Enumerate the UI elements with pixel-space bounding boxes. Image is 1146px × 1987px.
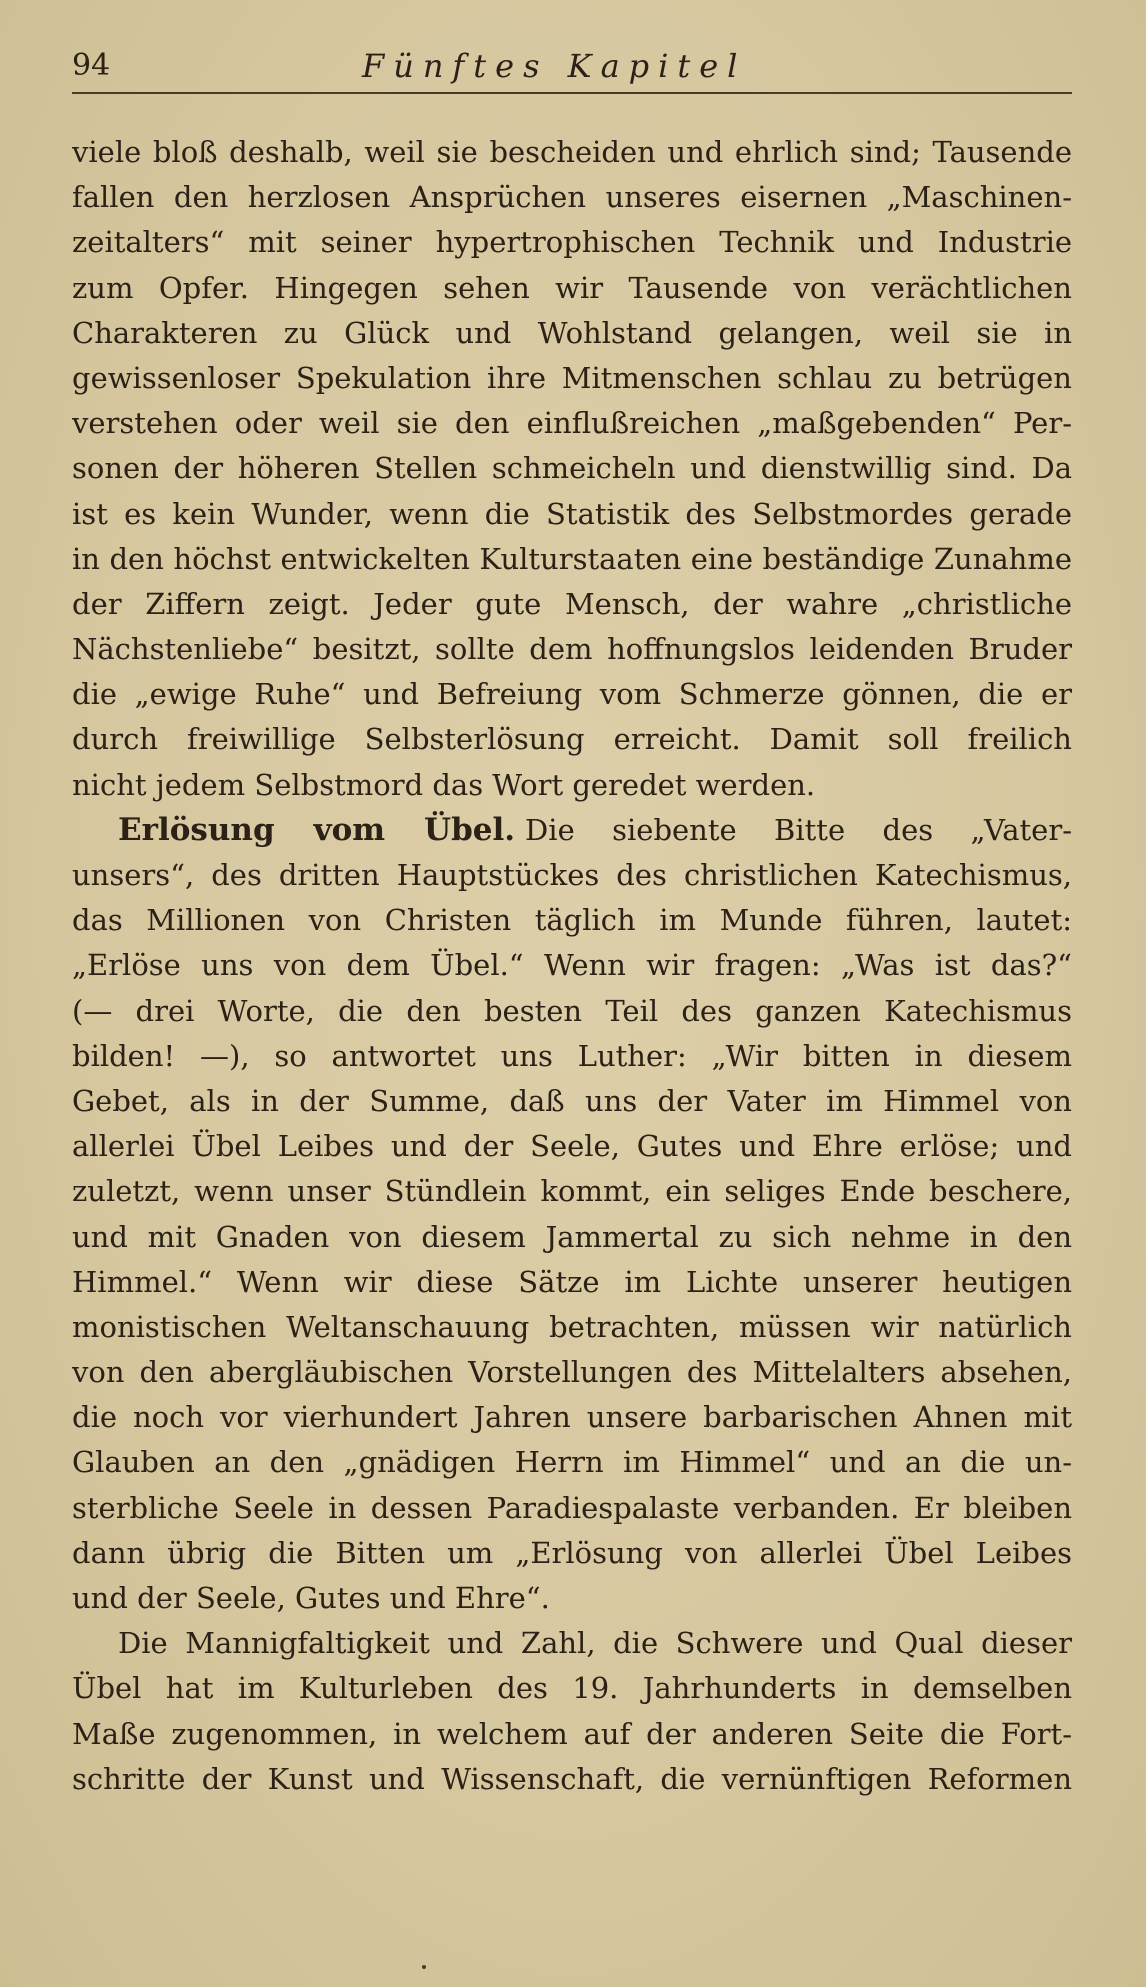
text-line: Maße zugenommen, in welchem auf der anderen Seite die Fort- bbox=[72, 1716, 1072, 1751]
text-line: Charakteren zu Glück und Wohlstand gelangen, weil sie in bbox=[72, 315, 1072, 350]
text-line: zuletzt, wenn unser Stündlein kommt, ein seliges Ende beschere, bbox=[72, 1174, 1072, 1209]
text-line: Gebet, als in der Summe, daß uns der Vater im Himmel von bbox=[72, 1083, 1072, 1118]
text-line: nicht jedem Selbstmord das Wort geredet werden. bbox=[72, 767, 816, 802]
section-heading-line bbox=[72, 808, 1072, 853]
body-text bbox=[72, 130, 1072, 1802]
text-line: allerlei Übel Leibes und der Seele, Gutes und Ehre erlöse; und bbox=[72, 1129, 1072, 1164]
running-head: Fünftes Kapitel bbox=[362, 47, 747, 85]
text-line: ist es kein Wunder, wenn die Statistik des Selbstmordes gerade bbox=[72, 496, 1072, 531]
text-line: unsers“, des dritten Hauptstückes des christlichen Katechismus, bbox=[72, 858, 1072, 892]
text-line: das Millionen von Christen täglich im Munde führen, lautet: bbox=[72, 903, 1072, 938]
text-line: viele bloß deshalb, weil sie bescheiden und ehrlich sind; Tausende bbox=[72, 135, 1072, 169]
text-line: Himmel.“ Wenn wir diese Sätze im Lichte unserer heutigen bbox=[72, 1264, 1072, 1299]
text-line: von den abergläubischen Vorstellungen des Mittelalters absehen, bbox=[72, 1355, 1072, 1390]
text-line: bilden! —), so antwortet uns Luther: „Wir bitten in diesem bbox=[72, 1038, 1072, 1073]
header-rule bbox=[72, 92, 1072, 94]
text-line: sterbliche Seele in dessen Paradiespalaste verbanden. Er bleiben bbox=[72, 1490, 1072, 1525]
text-line: dann übrig die Bitten um „Erlösung von allerlei Übel Leibes bbox=[72, 1535, 1072, 1570]
page-header bbox=[72, 46, 1072, 94]
text-line: Nächstenliebe“ besitzt, sollte dem hoffnungslos leidenden Bruder bbox=[72, 632, 1072, 667]
text-line: zeitalters“ mit seiner hypertrophischen Technik und Industrie bbox=[72, 225, 1072, 260]
text-line: zum Opfer. Hingegen sehen wir Tausende von verächtlichen bbox=[72, 270, 1072, 305]
text-line: fallen den herzlosen Ansprüchen unseres eisernen „Maschinen- bbox=[72, 180, 1072, 215]
text-line: die noch vor vierhundert Jahren unsere barbarischen Ahnen mit bbox=[72, 1400, 1072, 1435]
text-line: monistischen Weltanschauung betrachten, müssen wir natürlich bbox=[72, 1309, 1072, 1344]
text-line: der Ziffern zeigt. Jeder gute Mensch, der wahre „christliche bbox=[72, 586, 1072, 621]
text-line: Die Mannigfaltigkeit und Zahl, die Schwere und Qual dieser bbox=[118, 1626, 1072, 1661]
text-line: Glauben an den „gnädigen Herrn im Himmel“ und an die un- bbox=[72, 1445, 1072, 1480]
text-line: gewissenloser Spekulation ihre Mitmenschen schlau zu betrügen bbox=[72, 360, 1072, 395]
print-speck bbox=[422, 1965, 426, 1969]
text-line: in den höchst entwickelten Kulturstaaten eine beständige Zunahme bbox=[72, 541, 1072, 576]
section-heading: Erlösung vom Übel. bbox=[118, 811, 516, 848]
text-line: (— drei Worte, die den besten Teil des ganzen Katechismus bbox=[72, 993, 1072, 1028]
text-line: die „ewige Ruhe“ und Befreiung vom Schmerze gönnen, die er bbox=[72, 677, 1072, 712]
page-number: 94 bbox=[72, 48, 111, 83]
text-line: und der Seele, Gutes und Ehre“. bbox=[72, 1581, 550, 1615]
text-line: sonen der höheren Stellen schmeicheln und dienstwillig sind. Da bbox=[72, 451, 1072, 486]
text-line: „Erlöse uns von dem Übel.“ Wenn wir fragen: „Was ist das?“ bbox=[72, 948, 1072, 983]
text-line: durch freiwillige Selbsterlösung erreicht. Damit soll freilich bbox=[72, 722, 1072, 757]
text-run: Die siebente Bitte des „Vater- bbox=[525, 812, 1072, 847]
text-line: verstehen oder weil sie den einflußreichen „maßgebenden“ Per- bbox=[72, 406, 1072, 441]
text-line: schritte der Kunst und Wissenschaft, die vernünftigen Reformen bbox=[72, 1761, 1072, 1796]
text-line: Übel hat im Kulturleben des 19. Jahrhunderts in demselben bbox=[72, 1671, 1072, 1706]
text-line: und mit Gnaden von diesem Jammertal zu sich nehme in den bbox=[72, 1219, 1072, 1254]
